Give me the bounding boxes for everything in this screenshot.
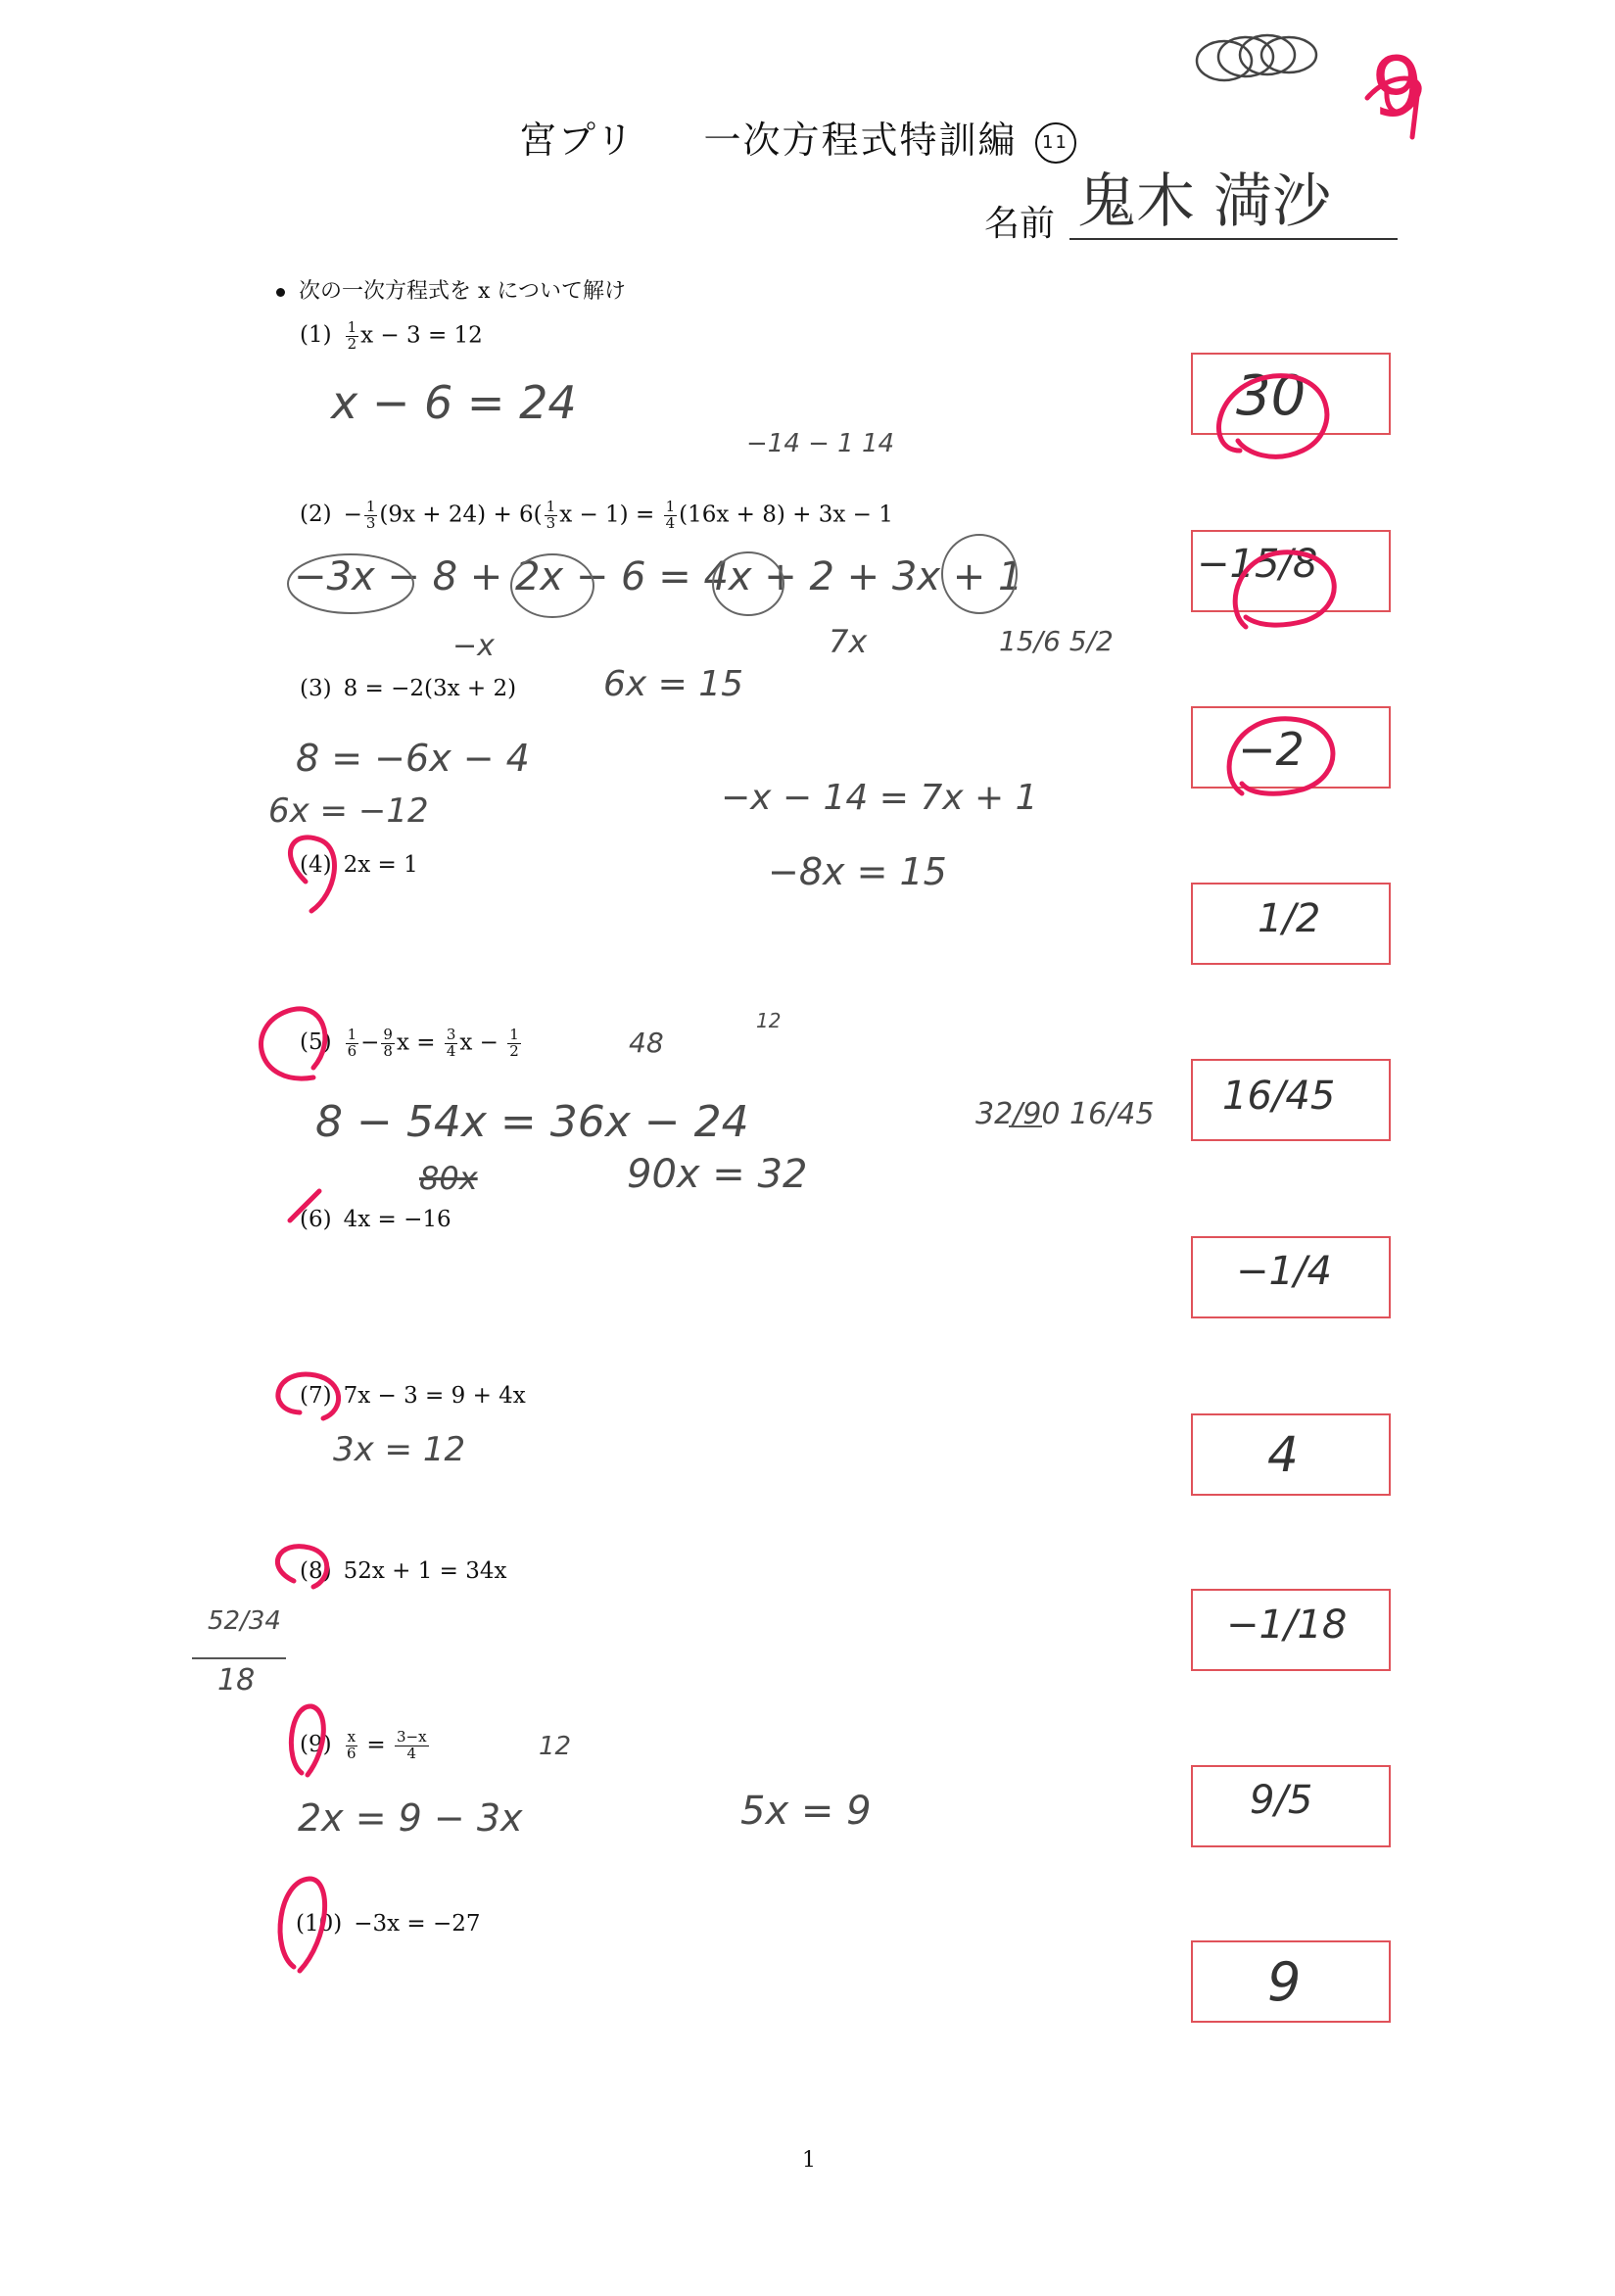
problem-number: (10) bbox=[296, 1911, 343, 1937]
score: 9 bbox=[1371, 39, 1424, 135]
problem-number: (7) bbox=[300, 1383, 332, 1409]
title-right: 一次方程式特訓編 bbox=[703, 119, 1018, 162]
equation-text: 7x − 3 = 9 + 4x bbox=[343, 1383, 526, 1409]
answer-8: −1/18 bbox=[1226, 1602, 1348, 1648]
fraction: $\frac{x}{6}$ bbox=[347, 1728, 356, 1762]
check-mark-icon bbox=[1219, 376, 1327, 457]
work-p3-line5: −8x = 15 bbox=[768, 850, 947, 893]
problem-number: (8) bbox=[300, 1558, 332, 1584]
answer-10: 9 bbox=[1267, 1951, 1302, 2013]
work-p8-line2: 18 bbox=[217, 1663, 256, 1698]
check-mark-icon bbox=[278, 1374, 339, 1418]
instruction-text: 次の一次方程式を x について解け bbox=[299, 279, 626, 304]
problem-5: (5) $\frac{1}{6}$ − $\frac{9}{8}$ x = $\frac{3}{4}$ x − $\frac{1}{2}$ bbox=[300, 1026, 519, 1060]
problem-number: (2) bbox=[300, 502, 332, 528]
check-mark-icon bbox=[277, 1547, 326, 1587]
work-p7-line1: 3x = 12 bbox=[333, 1430, 466, 1469]
work-p2-line3: 7x bbox=[829, 623, 868, 660]
problem-number: (3) bbox=[300, 676, 332, 701]
answer-1: 30 bbox=[1236, 364, 1306, 428]
work-p8-line1: 52/34 bbox=[208, 1606, 281, 1636]
pencil-circle bbox=[942, 535, 1017, 613]
work-p3-line3: 6x = −12 bbox=[268, 791, 429, 831]
work-p9-line2: 2x = 9 − 3x bbox=[298, 1796, 523, 1840]
answer-4: 1/2 bbox=[1258, 896, 1321, 941]
name-label: 名前 bbox=[984, 204, 1056, 244]
equation-text: x − 3 = 12 bbox=[360, 322, 483, 349]
title-left: 宮プリ bbox=[519, 119, 636, 162]
work-p9-line1: 12 bbox=[539, 1732, 572, 1761]
work-p2-line1: −3x − 8 + 2x − 6 = 4x + 2 + 3x + 1 bbox=[294, 554, 1023, 599]
work-p5-line3: 8 − 54x = 36x − 24 bbox=[315, 1097, 749, 1147]
work-p5-line2: 12 bbox=[756, 1009, 782, 1032]
fraction: $\frac{9}{8}$ bbox=[383, 1026, 393, 1060]
answer-2: −15/8 bbox=[1197, 542, 1318, 587]
scribble-icon bbox=[1197, 35, 1316, 80]
pencil-circle bbox=[713, 552, 784, 615]
check-mark-icon bbox=[290, 837, 334, 911]
problem-2: (2) − $\frac{1}{3}$ (9x + 24) + 6( $\frac{1}{3}$ x − 1) = $\frac{1}{4}$ (16x + 8) + 3x − 1 bbox=[300, 498, 893, 532]
answer-6: −1/4 bbox=[1236, 1249, 1332, 1294]
page-number: 1 bbox=[802, 2148, 816, 2173]
problem-number: (9) bbox=[300, 1732, 332, 1758]
equation-text: 52x + 1 = 34x bbox=[343, 1558, 507, 1584]
equation-text: 2x = 1 bbox=[343, 852, 418, 878]
check-mark-icon bbox=[1367, 78, 1419, 137]
problem-number: (1) bbox=[300, 322, 332, 349]
fraction: $\frac{1}{6}$ bbox=[347, 1026, 357, 1060]
answer-7: 4 bbox=[1267, 1426, 1299, 1483]
fraction: $\frac{3}{4}$ bbox=[446, 1026, 456, 1060]
equation-text: 4x = −16 bbox=[343, 1207, 451, 1232]
check-mark-icon bbox=[280, 1879, 325, 1971]
problem-number: (6) bbox=[300, 1207, 332, 1232]
equation-text: −3x = −27 bbox=[354, 1911, 481, 1937]
pencil-circle bbox=[511, 554, 594, 617]
problem-number: (5) bbox=[300, 1029, 332, 1056]
check-mark-icon bbox=[1235, 552, 1334, 627]
work-p1-line1: x − 6 = 24 bbox=[331, 376, 577, 429]
work-p3-line2: 8 = −6x − 4 bbox=[296, 737, 530, 780]
fraction: $\frac{1}{2}$ bbox=[509, 1026, 519, 1060]
answer-9: 9/5 bbox=[1250, 1778, 1313, 1823]
work-p3-line1: 6x = 15 bbox=[603, 664, 744, 704]
pencil-circle bbox=[288, 554, 413, 613]
work-p3-line4: −x − 14 = 7x + 1 bbox=[721, 778, 1038, 818]
check-mark-icon bbox=[291, 1706, 323, 1775]
answer-5: 16/45 bbox=[1222, 1074, 1336, 1119]
work-p2-line4: 15/6 5/2 bbox=[999, 625, 1114, 657]
check-mark-icon bbox=[290, 1191, 319, 1220]
fraction: $\frac{1}{3}$ bbox=[365, 498, 376, 532]
check-mark-icon bbox=[261, 1009, 325, 1078]
work-p2-line2: −x bbox=[452, 629, 495, 663]
work-p5-line6: 32/90 16/45 bbox=[975, 1097, 1155, 1131]
work-p1-line2: −14 − 1 14 bbox=[746, 429, 895, 458]
work-p5-line1: 48 bbox=[629, 1027, 664, 1059]
problem-9: (9) $\frac{x}{6}$ = $\frac{3-x}{4}$ bbox=[300, 1728, 427, 1762]
fraction: $\frac{1}{4}$ bbox=[665, 498, 676, 532]
problem-number: (4) bbox=[300, 852, 332, 878]
work-p5-line4: 80x bbox=[419, 1160, 478, 1197]
work-p9-line3: 5x = 9 bbox=[740, 1789, 872, 1834]
fraction: $\frac{1}{3}$ bbox=[546, 498, 556, 532]
sheet-number-badge: 11 bbox=[1035, 122, 1076, 164]
work-p5-line5: 90x = 32 bbox=[627, 1152, 808, 1197]
answer-3: −2 bbox=[1238, 723, 1305, 776]
fraction: $\frac{1}{2}$ bbox=[347, 318, 357, 353]
equation-text: 8 = −2(3x + 2) bbox=[343, 676, 517, 701]
fraction: $\frac{3-x}{4}$ bbox=[396, 1728, 427, 1762]
student-name: 鬼木 満沙 bbox=[1077, 167, 1332, 236]
check-mark-icon bbox=[1229, 719, 1333, 793]
